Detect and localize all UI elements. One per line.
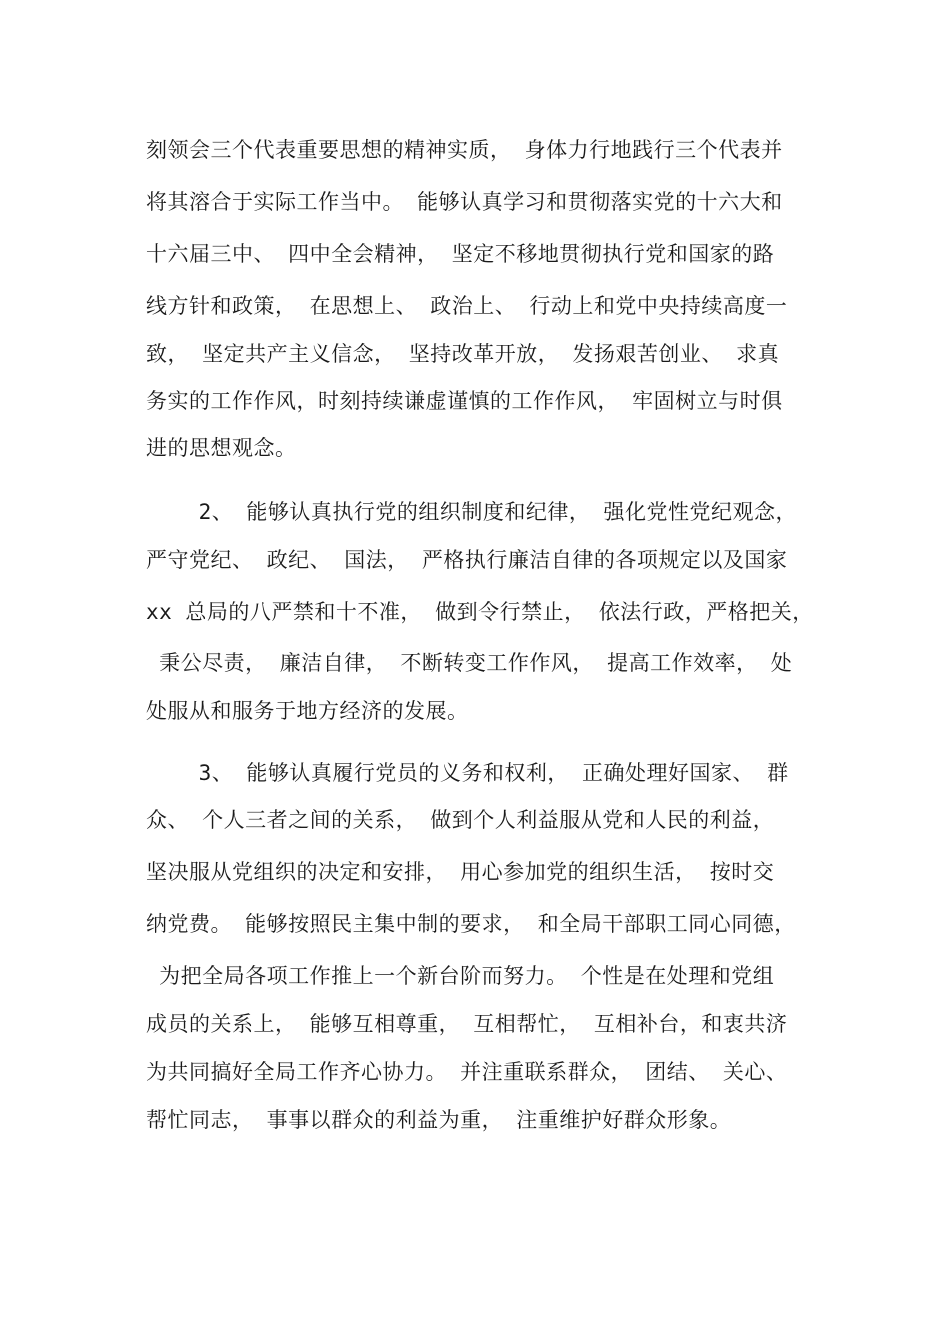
paragraph-3-line: 为把全局各项工作推上一个新台阶而努力。 个性是在处理和党组 bbox=[146, 964, 775, 988]
paragraph-1-line: 线方针和政策， 在思想上、 政治上、 行动上和党中央持续高度一 bbox=[146, 294, 788, 318]
paragraph-1-line: 务实的工作作风，时刻持续谦虚谨慎的工作作风， 牢固树立与时俱 bbox=[146, 389, 783, 413]
paragraph-1-line: 进的思想观念。 bbox=[146, 436, 297, 460]
paragraph-3-line: 众、 个人三者之间的关系， 做到个人利益服从党和人民的利益， bbox=[146, 808, 775, 832]
paragraph-1-line: 致， 坚定共产主义信念， 坚持改革开放， 发扬艰苦创业、 求真 bbox=[146, 342, 780, 366]
paragraph-1-line: 将其溶合于实际工作当中。 能够认真学习和贯彻落实党的十六大和 bbox=[146, 190, 783, 214]
paragraph-2-line: xx 总局的八严禁和十不准， 做到令行禁止， 依法行政，严格把关， bbox=[146, 600, 814, 624]
paragraph-3-line: 为共同搞好全局工作齐心协力。 并注重联系群众， 团结、 关心、 bbox=[146, 1060, 788, 1084]
paragraph-2-line: 严守党纪、 政纪、 国法， 严格执行廉洁自律的各项规定以及国家 bbox=[146, 548, 788, 572]
paragraph-2-line: 处服从和服务于地方经济的发展。 bbox=[146, 699, 469, 723]
paragraph-3-line: 成员的关系上， 能够互相尊重， 互相帮忙， 互相补台，和衷共济 bbox=[146, 1012, 788, 1036]
paragraph-1-line: 刻领会三个代表重要思想的精神实质， 身体力行地践行三个代表并 bbox=[146, 138, 783, 162]
paragraph-2-line: 2、 能够认真执行党的组织制度和纪律， 强化党性党纪观念， bbox=[146, 500, 797, 524]
paragraph-3-line: 帮忙同志， 事事以群众的利益为重， 注重维护好群众形象。 bbox=[146, 1108, 732, 1132]
paragraph-2-line: 秉公尽责， 廉洁自律， 不断转变工作作风， 提高工作效率， 处 bbox=[146, 651, 793, 675]
paragraph-1-line: 十六届三中、 四中全会精神， 坚定不移地贯彻执行党和国家的路 bbox=[146, 242, 775, 266]
paragraph-3-line: 纳党费。 能够按照民主集中制的要求， 和全局干部职工同心同德， bbox=[146, 912, 796, 936]
paragraph-3-line: 3、 能够认真履行党员的义务和权利， 正确处理好国家、 群 bbox=[146, 761, 789, 785]
paragraph-3-line: 坚决服从党组织的决定和安排， 用心参加党的组织生活， 按时交 bbox=[146, 860, 775, 884]
